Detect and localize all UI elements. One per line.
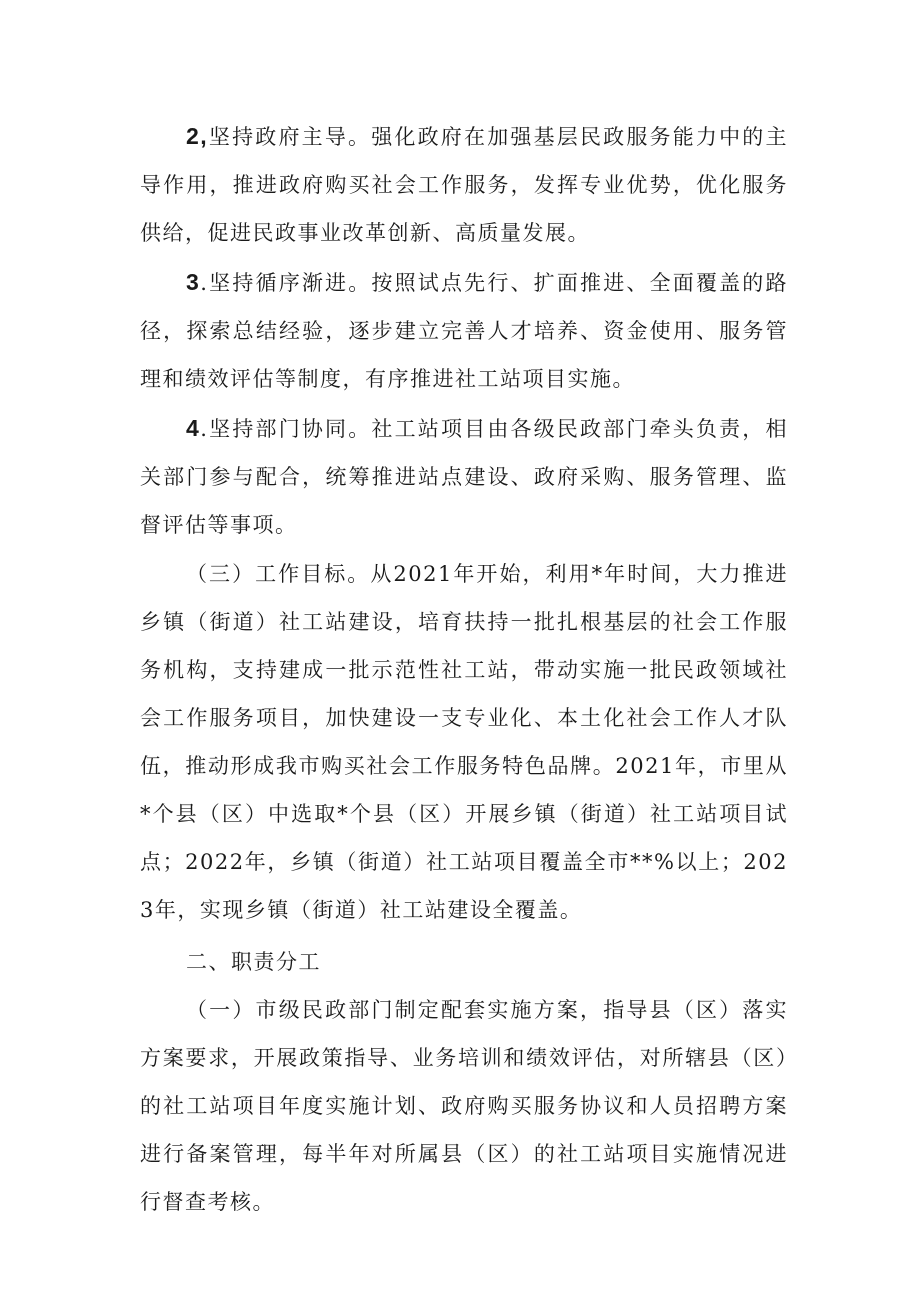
section-heading-responsibilities (140, 938, 788, 986)
paragraph-principle-2 (140, 112, 788, 257)
heading-text: 二、职责分工 (186, 950, 321, 974)
paragraph-text: （三）工作目标。从2021年开始，利用*年时间，大力推进乡镇（街道）社工站建设，培育扶持一批扎根基层的社会工作服务机构，支持建成一批示范性社工站，带动实施一批民政领域社会工作服务项目，加快建设一支专业化、本土化社会工作人才队伍，推动形成我市购买社会工作服务特色品牌。2021年，市里从*个县（区）中选取*个县（区）开展乡镇（街道）社工站项目试点；2022年，乡镇（街道）社工站项目覆盖全市**%以上；2023年，实现乡镇（街道）社工站建设全覆盖。 (140, 562, 788, 922)
paragraph-number: 4 (186, 415, 201, 441)
paragraph-principle-4 (140, 404, 788, 549)
paragraph-work-goals (140, 550, 788, 934)
paragraph-text: .坚持循序渐进。按照试点先行、扩面推进、全面覆盖的路径，探索总结经验，逐步建立完善人才培养、资金使用、服务管理和绩效评估等制度，有序推进社工站项目实施。 (140, 271, 788, 391)
paragraph-number: 3 (186, 269, 201, 295)
paragraph-principle-3 (140, 258, 788, 403)
paragraph-text: （一）市级民政部门制定配套实施方案，指导县（区）落实方案要求，开展政策指导、业务培训和绩效评估，对所辖县（区）的社工站项目年度实施计划、政府购买服务协议和人员招聘方案进行备案管理，每半年对所属县（区）的社工站项目实施情况进行督查考核。 (140, 998, 788, 1214)
paragraph-city-duties (140, 986, 788, 1226)
paragraph-number: 2, (186, 123, 209, 149)
paragraph-text: .坚持部门协同。社工站项目由各级民政部门牵头负责，相关部门参与配合，统筹推进站点建设、政府采购、服务管理、监督评估等事项。 (140, 417, 788, 537)
paragraph-text: 坚持政府主导。强化政府在加强基层民政服务能力中的主导作用，推进政府购买社会工作服务，发挥专业优势，优化服务供给，促进民政事业改革创新、高质量发展。 (140, 125, 788, 245)
